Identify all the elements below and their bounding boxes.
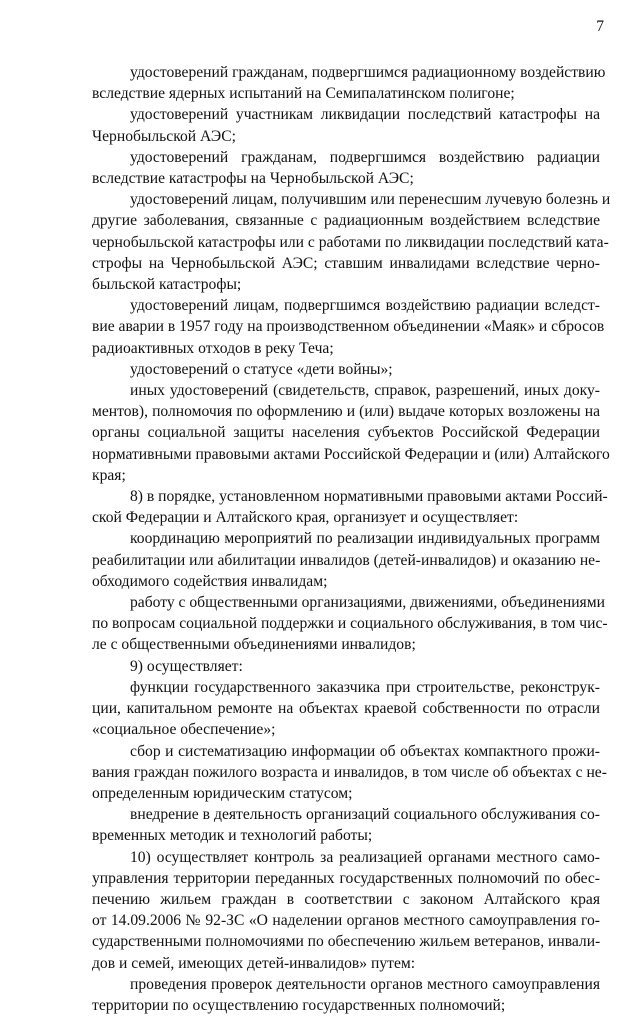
text-line: печению жильем граждан в соответствии с законом Алтайского края: [92, 890, 600, 908]
text-line: чернобыльской катастрофы или с работами по ликвидации последствий ката-: [92, 233, 609, 251]
paragraph: [92, 804, 600, 846]
document-body: [92, 62, 611, 1016]
text-line: ции, капитальном ремонте на объектах краевой собственности по отрасли: [92, 700, 600, 718]
text-line: проведения проверок деятельности органов местного самоуправления: [130, 975, 600, 993]
text-line: ле с общественными объединениями инвалидов;: [92, 636, 416, 654]
page-number: 7: [596, 18, 604, 35]
text-line: радиоактивных отходов в реку Теча;: [92, 339, 334, 357]
text-line: вследствие катастрофы на Чернобыльской АЭС;: [92, 170, 414, 188]
paragraph: [92, 62, 606, 104]
text-line: удостоверений гражданам, подвергшимся воздействию радиации: [130, 148, 600, 166]
text-line: удостоверений лицам, подвергшимся воздействию радиации вследст-: [130, 297, 600, 315]
text-line: иных удостоверений (свидетельств, справок, разрешений, иных доку-: [130, 382, 600, 400]
paragraph: [92, 359, 600, 380]
text-line: удостоверений гражданам, подвергшимся радиационному воздействию: [130, 64, 606, 81]
text-line: удостоверений лицам, получившим или перенесшим лучевую болезнь и: [130, 191, 611, 209]
text-line: нормативными правовыми актами Российской Федерации и (или) Алтайского: [92, 445, 610, 463]
paragraph: [92, 295, 605, 359]
paragraph: [92, 380, 610, 486]
paragraph: [92, 592, 608, 656]
paragraph: [92, 847, 600, 974]
text-line: сбор и систематизацию информации об объектах компактного прожи-: [130, 742, 600, 760]
text-line: координацию мероприятий по реализации индивидуальных программ: [130, 530, 600, 548]
text-line: функции государственного заказчика при строительстве, реконструк-: [130, 678, 600, 696]
paragraph: [92, 147, 600, 189]
paragraph: [92, 104, 600, 146]
text-line: реабилитации или абилитации инвалидов (детей-инвалидов) и оказанию не-: [92, 551, 601, 569]
text-line: дов и семей, имеющих детей-инвалидов» путем:: [92, 954, 416, 972]
paragraph: [92, 677, 600, 741]
text-line: быльской катастрофы;: [92, 276, 242, 294]
text-line: удостоверений участникам ликвидации последствий катастрофы на: [130, 106, 600, 124]
text-line: строфы на Чернобыльской АЭС; ставшим инвалидами вследствие черно-: [92, 254, 600, 272]
text-line: территории по осуществлению государственных полномочий;: [92, 996, 506, 1014]
text-line: удостоверений о статусе «дети войны»;: [130, 360, 393, 378]
text-line: «социальное обеспечение»;: [92, 721, 276, 739]
text-line: вие аварии в 1957 году на производственном объединении «Маяк» и сбросов: [92, 318, 605, 336]
paragraph: [92, 656, 600, 677]
text-line: другие заболевания, связанные с радиационным воздействием вследствие: [92, 212, 600, 230]
paragraph: [92, 189, 611, 295]
text-line: Чернобыльской АЭС;: [92, 127, 236, 145]
text-line: 9) осуществляет:: [130, 657, 243, 675]
paragraph: [92, 741, 607, 805]
text-line: ской Федерации и Алтайского края, организует и осуществляет:: [92, 509, 519, 527]
text-line: вания граждан пожилого возраста и инвалидов, в том числе об объектах с не-: [92, 763, 607, 781]
text-line: органы социальной защиты населения субъектов Российской Федерации: [92, 424, 600, 442]
text-line: обходимого содействия инвалидам;: [92, 572, 328, 590]
text-line: вследствие ядерных испытаний на Семипалатинском полигоне;: [92, 85, 515, 103]
text-line: ментов), полномочия по оформлению и (или) выдаче которых возложены на: [92, 403, 600, 421]
paragraph: [92, 528, 600, 592]
text-line: временных методик и технологий работы;: [92, 827, 373, 845]
text-line: по вопросам социальной поддержки и социального обслуживания, в том чис-: [92, 615, 608, 633]
paragraph: [92, 974, 600, 1016]
text-line: работу с общественными организациями, движениями, объединениями: [130, 594, 605, 612]
paragraph: [92, 486, 608, 528]
text-line: 8) в порядке, установленном нормативными правовыми актами Россий-: [130, 488, 608, 506]
text-line: края;: [92, 466, 126, 484]
text-line: определенным юридическим статусом;: [92, 784, 353, 802]
text-line: 10) осуществляет контроль за реализацией органами местного само-: [130, 848, 600, 866]
text-line: от 14.09.2006 № 92-ЗС «О наделении органов местного самоуправления го-: [92, 912, 600, 930]
text-line: сударственными полномочиями по обеспечению жильем ветеранов, инвали-: [92, 933, 601, 951]
text-line: внедрение в деятельность организаций социального обслуживания со-: [130, 806, 600, 824]
text-line: управления территории переданных государственных полномочий по обес-: [92, 869, 600, 887]
